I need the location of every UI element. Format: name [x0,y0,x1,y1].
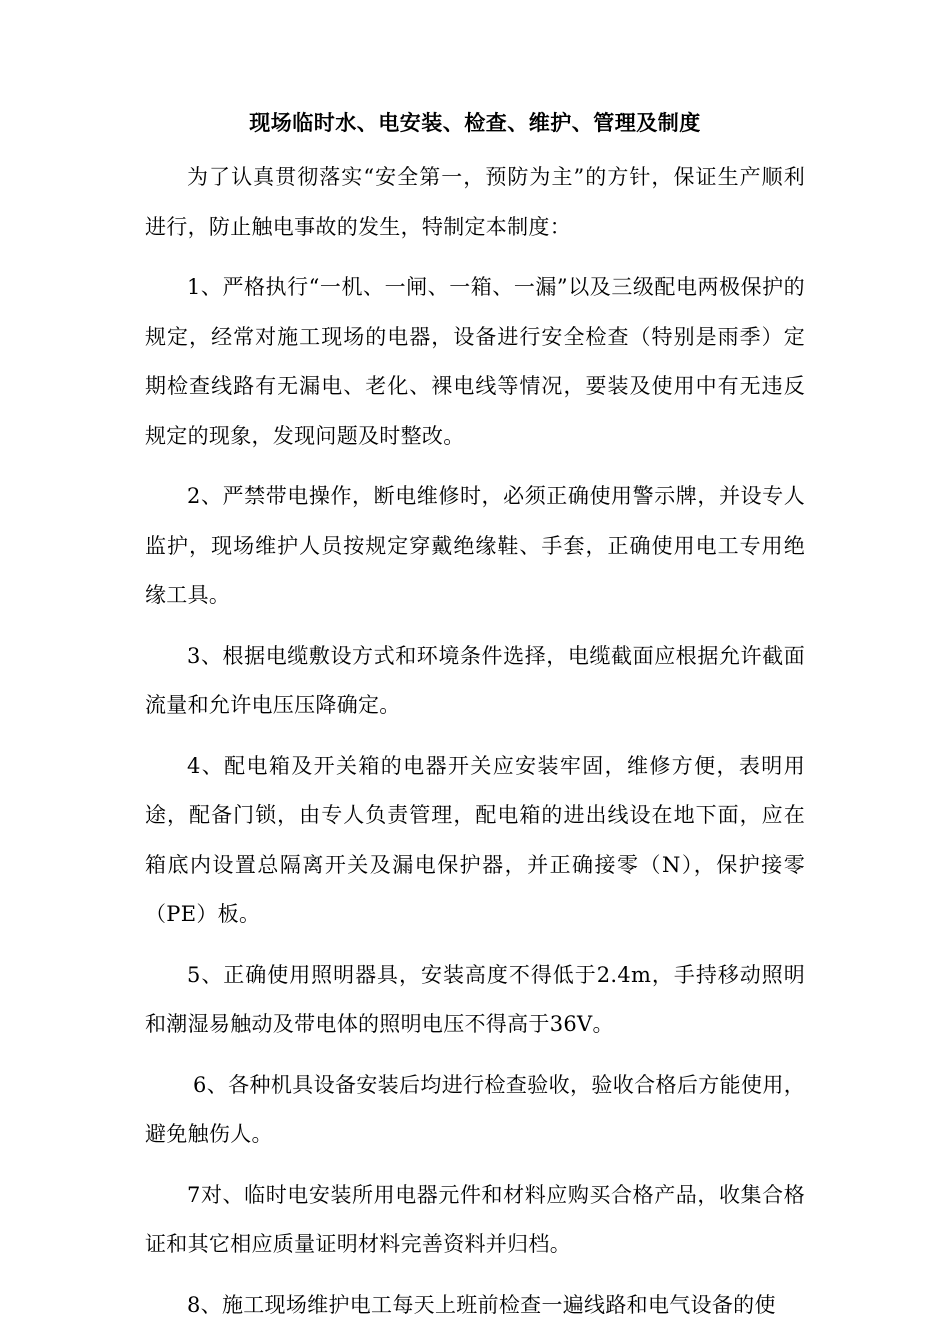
paragraph-item-8: 8、施工现场维护电工每天上班前检查一遍线路和电气设备的使 [187,1292,776,1317]
paragraph-item-6: 6、各种机具设备安装后均进行检查验收，验收合格后方能使用，避免触伤人。 [145,1072,805,1146]
paragraph-item-7: 7对、临时电安装所用电器元件和材料应购买合格产品，收集合格证和其它相应质量证明材料完善资料并归档。 [145,1182,805,1256]
document-title: 现场临时水、电安装、检查、维护、管理及制度 [249,110,701,135]
paragraph-item-1: 1、严格执行“一机、一闸、一箱、一漏”以及三级配电两极保护的规定，经常对施工现场的电器，设备进行安全检查（特别是雨季）定期检查线路有无漏电、老化、裸电线等情况，要装及使用中有无违反规定的现象，发现问题及时整改。 [145,275,805,448]
intro-paragraph: 为了认真贯彻落实“安全第一，预防为主”的方针，保证生产顺利进行，防止触电事故的发生，特制定本制度： [145,165,805,239]
paragraph-item-5: 5、正确使用照明器具，安装高度不得低于2.4m，手持移动照明和潮湿易触动及带电体的照明电压不得高于36V。 [145,962,805,1036]
paragraph-item-4: 4、配电箱及开关箱的电器开关应安装牢固，维修方便，表明用途，配备门锁，由专人负责管理，配电箱的进出线设在地下面，应在箱底内设置总隔离开关及漏电保护器，并正确接零（N），保护接零（PE）板。 [145,753,805,926]
paragraph-item-3: 3、根据电缆敷设方式和环境条件选择，电缆截面应根据允许截面流量和允许电压压降确定。 [145,643,805,717]
paragraph-item-2: 2、严禁带电操作，断电维修时，必须正确使用警示牌，并设专人监护，现场维护人员按规定穿戴绝缘鞋、手套，正确使用电工专用绝缘工具。 [145,484,805,607]
